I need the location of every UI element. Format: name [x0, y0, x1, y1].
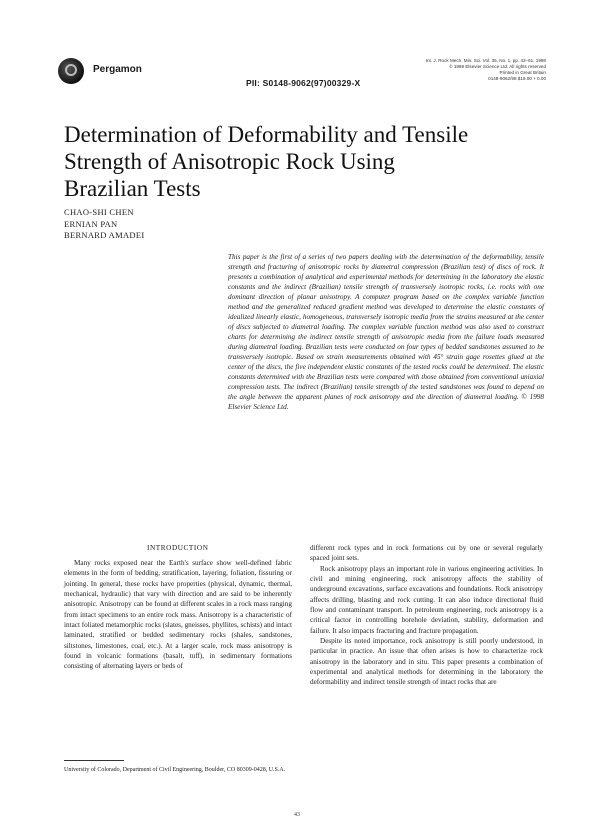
paper-title — [64, 121, 484, 202]
journal-citation — [386, 58, 546, 82]
title-line: Determination of Deformability and Tensile — [64, 122, 469, 147]
section-heading: INTRODUCTION — [147, 544, 209, 552]
left-column — [64, 558, 292, 672]
pii-identifier: PII: S0148-9062(97)00329-X — [246, 78, 361, 88]
journal-line: © 1998 Elsevier Science Ltd. All rights reserved — [449, 64, 546, 69]
right-column — [310, 543, 543, 688]
paragraph-continuation: different rock types and in rock formations cut by one or several regularly spaced joint sets. — [310, 544, 543, 563]
author: CHAO-SHI CHEN — [64, 207, 134, 217]
footnote-rule — [64, 760, 124, 761]
tree-icon — [65, 64, 77, 76]
journal-line: Printed in Great Britain — [499, 70, 546, 75]
journal-line: Int. J. Rock Mech. Min. Sci. Vol. 35, No. 1, pp. 43–61, 1998 — [425, 58, 546, 63]
paragraph: Despite its noted importance, rock anisotropy is still poorly understood, in particular in practice. An issue that often arises is how to characterize rock anisotropy in the laboratory and in situ. This paper presents a combination of experimental and analytical methods for determining in the laboratory the deformability and indirect tensile strength of intact rocks that are — [310, 637, 543, 687]
author-list — [64, 207, 144, 242]
paragraph: Many rocks exposed near the Earth's surface show well-defined fabric elements in the form of bedding, stratification, layering, foliation, fissuring or jointing. In general, these rocks have properties (physical, dynamic, thermal, mechanical, hydraulic) that vary with direction and are said to be inherently anisotropic. Anisotropy can be found at different scales in a rock mass ranging from intact specimens to an entire rock mass. Anisotropy is a characteristic of intact foliated metamorphic rocks (slates, gneisses, phyllites, schists) and intact laminated, stratified or bedded sedimentary rocks (shales, sandstones, siltstones, limestones, coal, etc.). At a larger scale, rock mass anisotropy is found in volcanic formations (basalt, tuff), in sedimentary formations consisting of alternating layers or beds of — [64, 559, 292, 671]
abstract: This paper is the first of a series of two papers dealing with the determination of the deformability, tensile strength and fracturing of anisotropic rocks by diametral compression (Brazilian test) of discs of rock. It presents a combination of analytical and experimental methods for determining in the laboratory the elastic constants and the indirect (Brazilian) tensile strength of transversely isotropic rocks, i.e. rocks with one dominant direction of planar anisotropy. A computer program based on the complex variable function method and the generalized reduced gradient method was developed to determine the elastic constants of idealized linearly elastic, homogeneous, transversely isotropic media from the strains measured at the center of discs subjected to diametral loading. The complex variable function method was also used to construct charts for determining the indirect tensile strength of anisotropic media from the failure loads measured during diametral loading. Brazilian tests were conducted on four types of bedded sandstones assumed to be transversely isotropic. Based on strain measurements obtained with 45° strain gage rosettes glued at the center of the discs, the five independent elastic constants of the tested rocks could be determined. The elastic constants determined with the Brazilian tests were compared with those obtained from conventional uniaxial compression tests. The indirect (Brazilian) tensile strength of the tested sandstones was found to depend on the angle between the apparent planes of rock anisotropy and the direction of diametral loading. © 1998 Elsevier Science Ltd. — [228, 253, 544, 411]
author: BERNARD AMADEI — [64, 230, 145, 240]
journal-line: 0148-9062/98 $19.00 + 0.00 — [488, 76, 546, 81]
paragraph: Rock anisotropy plays an important role in various engineering activities. In civil and mining engineering, rock anisotropy affects the stability of underground excavations, surface excavations and foundations. Rock anisotropy affects drilling, blasting and rock cutting. It can also induce directional fluid flow and contaminant transport. In petroleum engineering, rock anisotropy is a critical factor in controlling borehole deviation, stability, deformation and failure. It also impacts fracturing and fracture propagation. — [310, 564, 543, 635]
publisher-name: Pergamon — [93, 64, 142, 75]
title-line: Brazilian Tests — [64, 176, 201, 201]
title-line: Strength of Anisotropic Rock Using — [64, 149, 395, 174]
page-number: 43 — [294, 812, 300, 818]
author: ERNIAN PAN — [64, 218, 118, 229]
footnote: University of Colorado, Department of Civil Engineering, Boulder, CO 80309-0428, U.S.A. — [64, 767, 286, 773]
